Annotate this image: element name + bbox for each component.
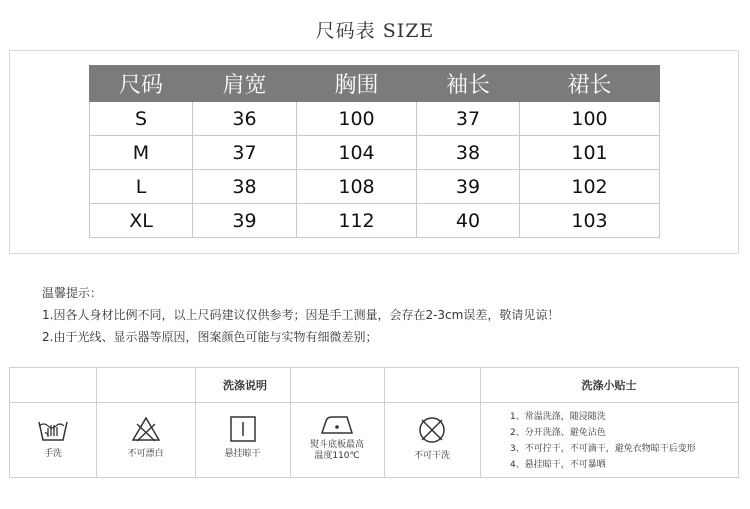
table-cell: 39 bbox=[417, 170, 520, 204]
table-row bbox=[90, 102, 660, 136]
tips-line: 1.因各人身材比例不同，以上尺码建议仅供参考；因是手工测量，会存在2-3cm误差，敬请见谅！ bbox=[42, 308, 560, 322]
care-item-hand-wash bbox=[10, 403, 96, 477]
care-label: 不可干洗 bbox=[413, 451, 450, 461]
table-cell: 112 bbox=[297, 204, 417, 238]
table-cell: 40 bbox=[417, 204, 520, 238]
table-cell: 102 bbox=[520, 170, 660, 204]
size-table bbox=[89, 65, 660, 238]
care-item-no-dry-clean bbox=[384, 403, 480, 477]
table-cell: 38 bbox=[417, 136, 520, 170]
table-cell: 37 bbox=[193, 136, 297, 170]
hang-dry-icon bbox=[229, 415, 257, 443]
size-table-header-row bbox=[90, 66, 660, 102]
table-cell: M bbox=[90, 136, 193, 170]
care-label: 手洗 bbox=[43, 449, 62, 459]
care-tips-list bbox=[510, 409, 696, 473]
care-instructions-title: 洗涤说明 bbox=[10, 368, 480, 403]
no-bleach-icon bbox=[131, 415, 161, 443]
care-label: 悬挂晾干 bbox=[224, 449, 261, 459]
list-item: 3、不可拧干，不可滴干，避免衣物晾干后变形 bbox=[510, 444, 696, 454]
table-cell: 103 bbox=[520, 204, 660, 238]
care-label: 熨斗底板最高 温度110℃ bbox=[309, 440, 364, 461]
table-cell: S bbox=[90, 102, 193, 136]
list-item: 4、悬挂晾干，不可暴晒 bbox=[510, 460, 606, 470]
header-sleeve: 袖长 bbox=[417, 66, 520, 102]
care-item-iron bbox=[290, 403, 384, 477]
table-cell: 101 bbox=[520, 136, 660, 170]
page-title: 尺码表 SIZE bbox=[315, 20, 435, 42]
no-dry-clean-icon bbox=[417, 415, 447, 445]
table-cell: XL bbox=[90, 204, 193, 238]
table-cell: 38 bbox=[193, 170, 297, 204]
table-row bbox=[90, 204, 660, 238]
table-cell: L bbox=[90, 170, 193, 204]
header-size: 尺码 bbox=[90, 66, 193, 102]
tips-heading: 温馨提示： bbox=[42, 286, 103, 300]
table-cell: 37 bbox=[417, 102, 520, 136]
list-item: 1、常温洗涤，随浸随洗 bbox=[510, 412, 606, 422]
table-cell: 104 bbox=[297, 136, 417, 170]
care-tips-title: 洗涤小贴士 bbox=[480, 368, 738, 403]
table-cell: 100 bbox=[520, 102, 660, 136]
list-item: 2、分开洗涤、避免沾色 bbox=[510, 428, 606, 438]
header-skirt-length: 裙长 bbox=[520, 66, 660, 102]
table-row bbox=[90, 170, 660, 204]
table-row bbox=[90, 136, 660, 170]
divider bbox=[480, 368, 481, 477]
care-item-no-bleach bbox=[96, 403, 195, 477]
table-cell: 39 bbox=[193, 204, 297, 238]
care-label: 不可漂白 bbox=[127, 449, 164, 459]
header-shoulder: 肩宽 bbox=[193, 66, 297, 102]
care-panel bbox=[9, 367, 739, 478]
iron-icon bbox=[319, 413, 355, 437]
tips-section bbox=[42, 282, 559, 348]
table-cell: 36 bbox=[193, 102, 297, 136]
care-item-hang-dry bbox=[195, 403, 290, 477]
tips-line: 2.由于光线、显示器等原因，图案颜色可能与实物有细微差别； bbox=[42, 330, 378, 344]
table-cell: 108 bbox=[297, 170, 417, 204]
header-bust: 胸围 bbox=[297, 66, 417, 102]
hand-wash-icon bbox=[36, 415, 70, 443]
table-cell: 100 bbox=[297, 102, 417, 136]
